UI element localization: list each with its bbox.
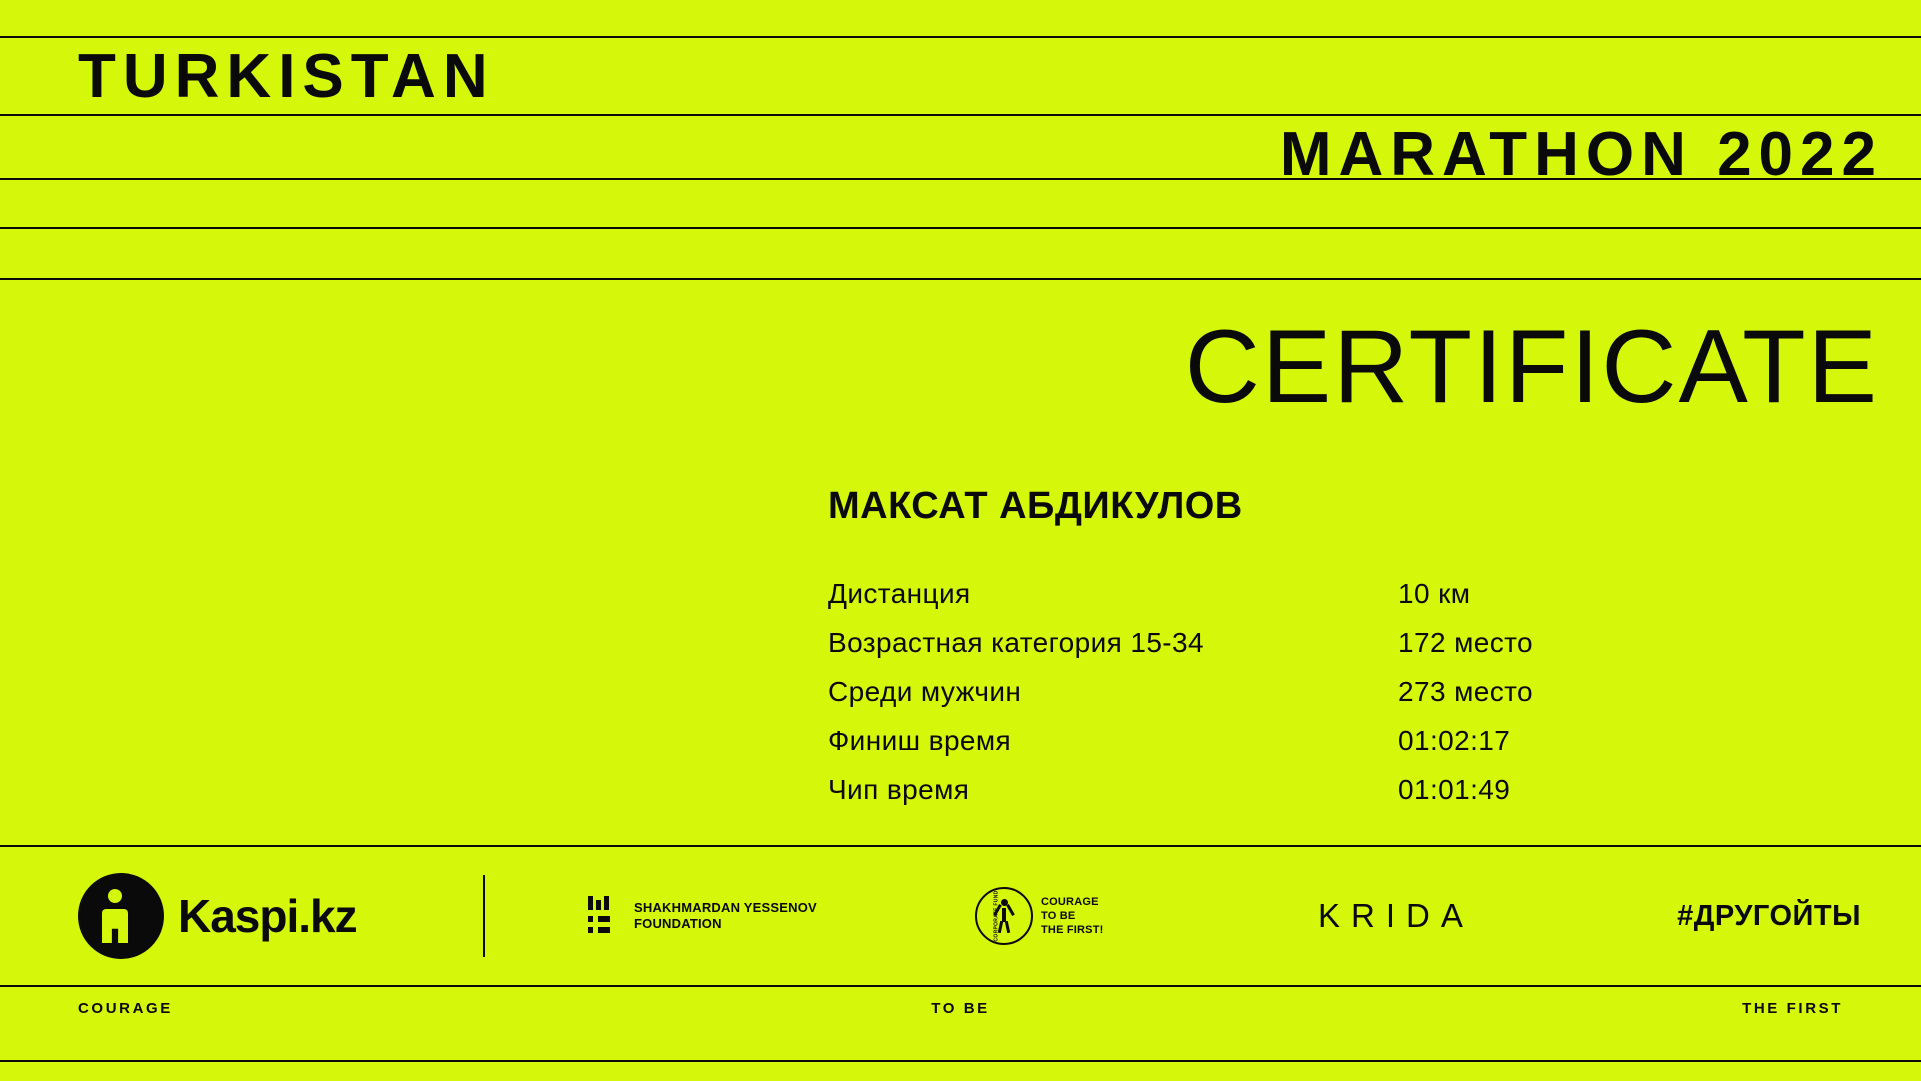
corporate-fund-icon	[975, 887, 1033, 945]
sponsor-drugoity-label: #ДРУГОЙТЫ	[1677, 899, 1861, 932]
footer-slogan	[0, 1000, 1921, 1040]
corporate-fund-line3: THE FIRST!	[1041, 924, 1104, 937]
participant-name: МАКСАТ АБДИКУЛОВ	[828, 485, 1243, 527]
table-row	[828, 725, 1628, 757]
result-value: 10 км	[1398, 578, 1471, 609]
result-value: 273 место	[1398, 676, 1534, 707]
footer-word-right: THE FIRST	[1742, 1000, 1843, 1017]
sponsor-divider	[483, 875, 485, 957]
sponsor-krida-label: KRIDA	[1318, 897, 1474, 934]
result-label: Дистанция	[828, 578, 971, 609]
table-row	[828, 627, 1628, 659]
sponsor-bar	[0, 847, 1921, 985]
result-label: Финиш время	[828, 725, 1012, 756]
divider-line	[0, 227, 1921, 229]
footer-word-left: COURAGE	[78, 1000, 173, 1017]
divider-line	[0, 36, 1921, 38]
sponsor-yessenov-label	[634, 900, 817, 933]
divider-line	[0, 278, 1921, 280]
divider-line	[0, 114, 1921, 116]
table-row	[828, 578, 1628, 610]
corporate-fund-ring-text: CORPORATE FUND	[993, 890, 1000, 942]
divider-line	[0, 985, 1921, 987]
sponsor-yessenov-line1: SHAKHMARDAN YESSENOV	[634, 899, 817, 915]
event-title-line2: MARATHON 2022	[1279, 120, 1883, 189]
kaspi-logo-icon	[78, 873, 164, 959]
result-value: 172 место	[1398, 627, 1534, 658]
result-label: Возрастная категория 15-34	[828, 627, 1204, 658]
sponsor-kaspi	[78, 847, 357, 985]
page-title: CERTIFICATE	[1184, 309, 1879, 425]
result-label: Среди мужчин	[828, 676, 1022, 707]
sponsor-yessenov	[588, 847, 817, 985]
result-label: Чип время	[828, 774, 970, 805]
results-table	[828, 578, 1628, 823]
corporate-fund-line2: TO BE	[1041, 909, 1076, 922]
sponsor-krida	[1318, 847, 1474, 985]
table-row	[828, 676, 1628, 708]
sponsor-drugoity	[1677, 847, 1861, 985]
result-value: 01:02:17	[1398, 725, 1511, 756]
table-row	[828, 774, 1628, 806]
corporate-fund-line1: COURAGE	[1041, 895, 1099, 908]
sponsor-corporate-fund-label	[1041, 895, 1104, 938]
footer-word-center: TO BE	[931, 1000, 990, 1017]
sponsor-yessenov-line2: FOUNDATION	[634, 916, 722, 931]
result-value: 01:01:49	[1398, 774, 1511, 805]
divider-line	[0, 1060, 1921, 1062]
sponsor-corporate-fund	[975, 847, 1104, 985]
event-title-line1: TURKISTAN	[78, 42, 495, 111]
yessenov-foundation-icon	[588, 896, 622, 936]
sponsor-kaspi-label: Kaspi.kz	[178, 890, 357, 942]
